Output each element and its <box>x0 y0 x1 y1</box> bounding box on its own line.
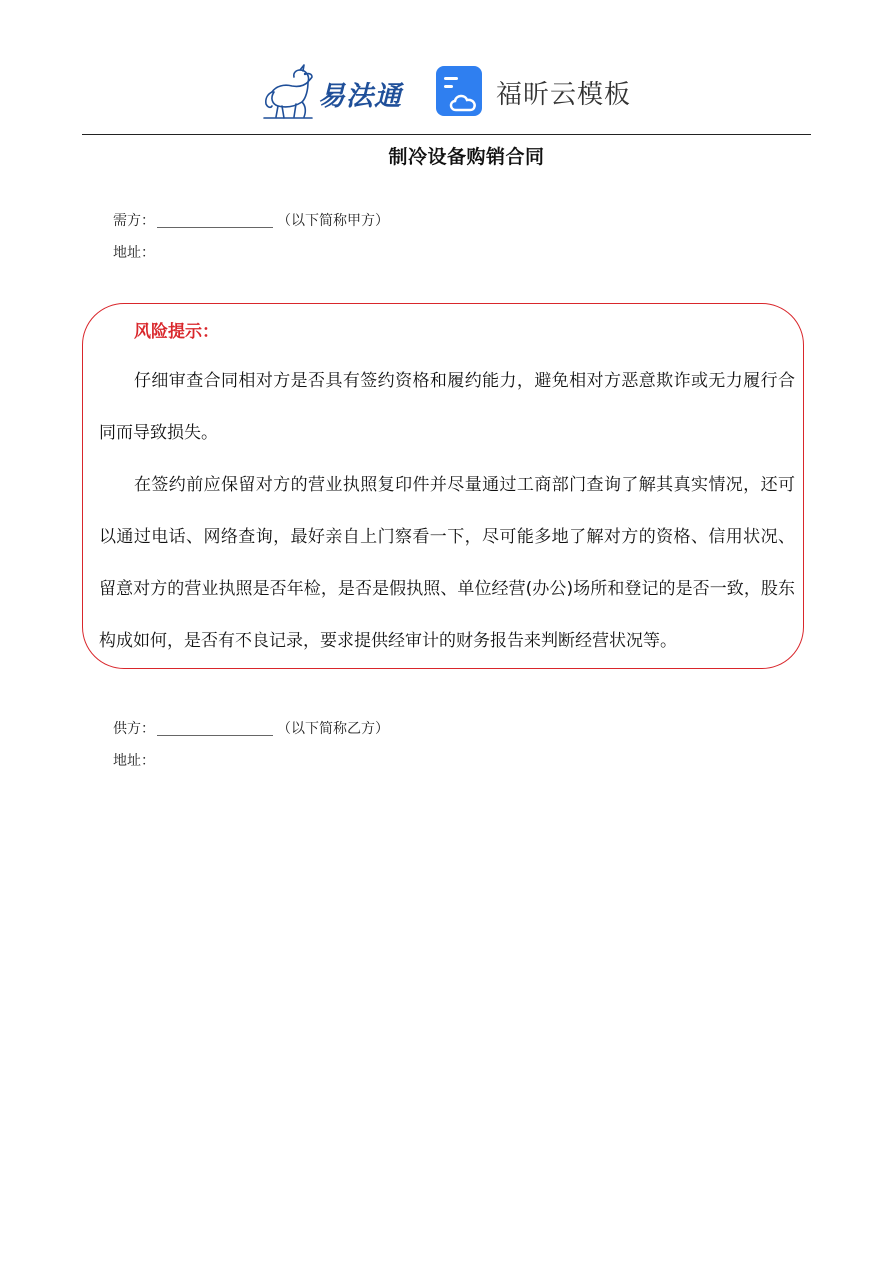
risk-paragraph-1: 仔细审查合同相对方是否具有签约资格和履约能力，避免相对方恶意欺诈或无力履行合同而导致损失。 <box>99 371 795 443</box>
fuxin-logo <box>436 64 636 120</box>
seller-line <box>113 718 389 738</box>
buyer-address-line <box>113 242 155 262</box>
seller-address-line <box>113 750 155 770</box>
header-divider <box>82 134 811 135</box>
cloud-document-app-icon <box>436 66 486 118</box>
buyer-address-label: 地址： <box>113 245 155 261</box>
buyer-name-blank[interactable] <box>157 213 273 228</box>
buyer-suffix: （以下简称甲方） <box>277 213 389 229</box>
fuxin-brand-text: 福昕云模板 <box>496 80 632 110</box>
document-title: 制冷设备购销合同 <box>388 146 545 168</box>
seller-suffix: （以下简称乙方） <box>277 721 389 737</box>
yifatong-brand-text: 易法通 <box>318 81 402 112</box>
qilin-horse-icon <box>262 62 324 122</box>
seller-label: 供方： <box>113 721 155 737</box>
header-logos <box>0 60 893 124</box>
risk-paragraph-2: 在签约前应保留对方的营业执照复印件并尽量通过工商部门查询了解其真实情况，还可以通过电话、网络查询，最好亲自上门察看一下，尽可能多地了解对方的资格、信用状况、留意对方的营业执照是否年检，是否是假执照、单位经营(办公)场所和登记的是否一致，股东构成如何，是否有不良记录，要求提供经审计的财务报告来判断经营状况等。 <box>99 475 795 651</box>
yifatong-logo <box>262 62 412 122</box>
seller-address-label: 地址： <box>113 753 155 769</box>
buyer-line <box>113 210 389 230</box>
risk-warning-title: 风险提示： <box>134 322 219 342</box>
buyer-label: 需方： <box>113 213 155 229</box>
seller-name-blank[interactable] <box>157 721 273 736</box>
